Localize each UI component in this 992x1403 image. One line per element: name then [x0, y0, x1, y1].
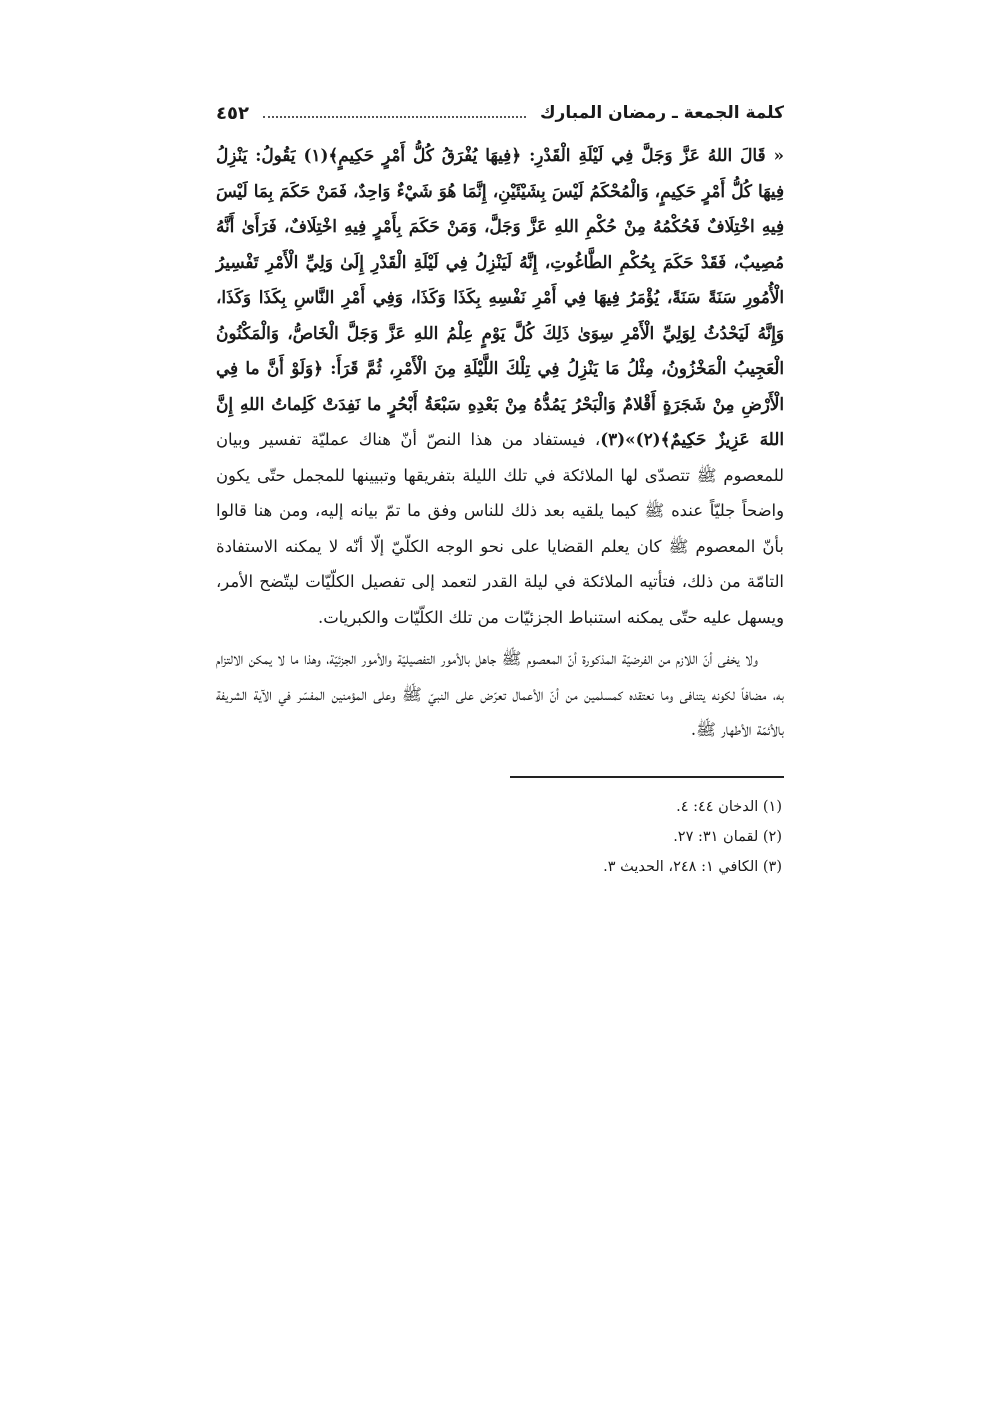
- footnote-1: (١) الدخان ٤٤: ٤.: [676, 798, 782, 815]
- footnote-separator: [510, 776, 784, 778]
- header-dotted-leader: [263, 116, 526, 118]
- page-number: ٤٥٢: [216, 102, 249, 124]
- commentary-text: ، فيستفاد من هذا النصّ أنّ هناك عمليّة تفسير وبيان للمعصوم ﷺ تتصدّى لها الملائكة في تلك الليلة بتفريقها وتبيينها للمجمل حتّى يكون واضحاً جليّاً عنده ﷺ كيما يلقيه بعد ذلك للناس وفق ما تمّ بيانه إليه، ومن هنا قالوا بأنّ المعصوم ﷺ كان يعلم القضايا على نحو الوجه الكلّيّ إلّا أنّه لا يمكنه الاستفادة التامّة من ذلك، فتأتيه الملائكة في ليلة القدر لتعمد إلى تفصيل الكلّيّات ليتّضح الأمر، ويسهل عليه حتّى يمكنه استنباط الجزئيّات من تلك الكلّيّات والكبريات.: [216, 430, 784, 627]
- footnote-2: (٢) لقمان ٣١: ٢٧.: [673, 828, 782, 845]
- body-text: [216, 138, 784, 748]
- closing-paragraph: ولا يخفى أنّ اللازم من الفرضيّة المذكورة أنّ المعصوم ﷺ جاهل بالأمور التفصيليّة والأمور الجزئيّة، وهذا ما لا يمكن الالتزام به، مضافاً لكونه يتنافى وما نعتقده كمسلمين من أنّ الأعمال تعرّض على النبيّ ﷺ وعلى المؤمنين المفسّر في الآية الشريفة بالأئمّة الأطهار ﷺ.: [216, 649, 784, 739]
- running-title: كلمة الجمعة ـ رمضان المبارك: [539, 103, 784, 123]
- hadith-quote-paragraph: [216, 138, 784, 635]
- footnote-3: (٣) الكافي ١: ٢٤٨، الحديث ٣.: [603, 858, 782, 875]
- book-page: [216, 96, 784, 882]
- footnotes: [216, 792, 784, 882]
- running-header: [216, 96, 784, 130]
- hadith-quote-text: « قَالَ اللهُ عَزَّ وَجَلَّ فِي لَيْلَةِ الْقَدْرِ: ﴿فِيهَا يُفْرَقُ كُلُّ أَمْرٍ حَكِيمٍ﴾(١) يَقُولُ: يَنْزِلُ فِيهَا كُلُّ أَمْرٍ حَكِيمٍ، وَالْمُحْكَمُ لَيْسَ بِشَيْئَيْنِ، إِنَّمَا هُوَ شَيْءٌ وَاحِدٌ، فَمَنْ حَكَمَ بِمَا لَيْسَ فِيهِ اخْتِلَافٌ فَحُكْمُهُ مِنْ حُكْمِ اللهِ عَزَّ وَجَلَّ، وَمَنْ حَكَمَ بِأَمْرٍ فِيهِ اخْتِلَافٌ، فَرَأَىٰ أَنَّهُ مُصِيبٌ، فَقَدْ حَكَمَ بِحُكْمِ الطَّاغُوتِ، إِنَّهُ لَيَنْزِلُ فِي لَيْلَةِ الْقَدْرِ إِلَىٰ وَلِيِّ الْأَمْرِ تَفْسِيرُ الْأُمُورِ سَنَةً سَنَةً، يُؤْمَرُ فِيهَا فِي أَمْرِ نَفْسِهِ بِكَذَا وَكَذَا، وَفِي أَمْرِ النَّاسِ بِكَذَا وَكَذَا، وَإِنَّهُ لَيَحْدُثُ لِوَلِيِّ الْأَمْرِ سِوَىٰ ذَلِكَ كُلَّ يَوْمٍ عِلْمُ اللهِ عَزَّ وَجَلَّ الْخَاصُّ، وَالْمَكْنُونُ الْعَجِيبُ الْمَخْزُونُ، مِثْلُ مَا يَنْزِلُ فِي تِلْكَ اللَّيْلَةِ مِنَ الْأَمْرِ، ثُمَّ قَرَأَ: ﴿وَلَوْ أَنَّ ما فِي الْأَرْضِ مِنْ شَجَرَةٍ أَقْلامٌ وَالْبَحْرُ يَمُدُّهُ مِنْ بَعْدِهِ سَبْعَةُ أَبْحُرٍ ما نَفِدَتْ كَلِماتُ اللهِ إِنَّ اللهَ عَزِيزٌ حَكِيمٌ﴾(٢)»(٣): [216, 145, 785, 449]
